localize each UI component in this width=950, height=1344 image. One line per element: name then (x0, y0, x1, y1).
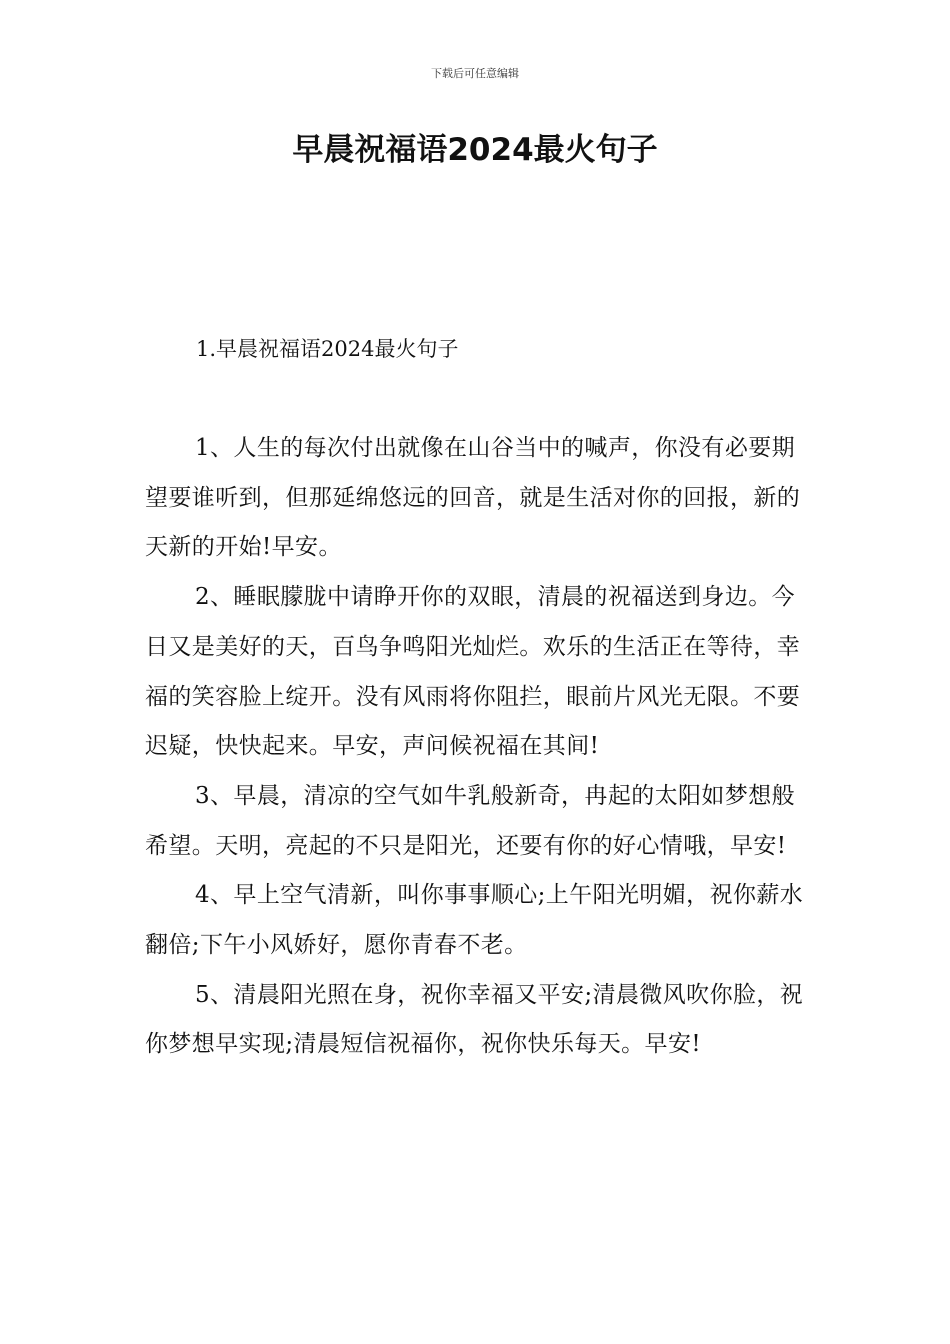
document-title: 早晨祝福语2024最火句子 (292, 132, 658, 168)
paragraph-2: 2、睡眠朦胧中请睁开你的双眼，清晨的祝福送到身边。今日又是美好的天，百鸟争鸣阳光灿烂。欢乐的生活正在等待，幸福的笑容脸上绽开。没有风雨将你阻拦，眼前片风光无限。不要迟疑，快快起来。早安，声问候祝福在其间! (145, 584, 801, 760)
paragraph-3: 3、早晨，清凉的空气如牛乳般新奇，冉起的太阳如梦想般希望。天明，亮起的不只是阳光，还要有你的好心情哦，早安! (145, 782, 796, 859)
body-text (145, 424, 813, 1070)
paragraph-5: 5、清晨阳光照在身，祝你幸福又平安;清晨微风吹你脸，祝你梦想早实现;清晨短信祝福你，祝你快乐每天。早安! (145, 981, 804, 1058)
header-note: 下载后可任意编辑 (431, 67, 519, 80)
section-heading: 1.早晨祝福语2024最火句子 (196, 337, 459, 361)
paragraph-4: 4、早上空气清新，叫你事事顺心;上午阳光明媚，祝你薪水翻倍;下午小风娇好，愿你青春不老。 (145, 882, 804, 959)
paragraph-1: 1、人生的每次付出就像在山谷当中的喊声，你没有必要期望要谁听到，但那延绵悠远的回音，就是生活对你的回报，新的天新的开始!早安。 (145, 435, 801, 561)
